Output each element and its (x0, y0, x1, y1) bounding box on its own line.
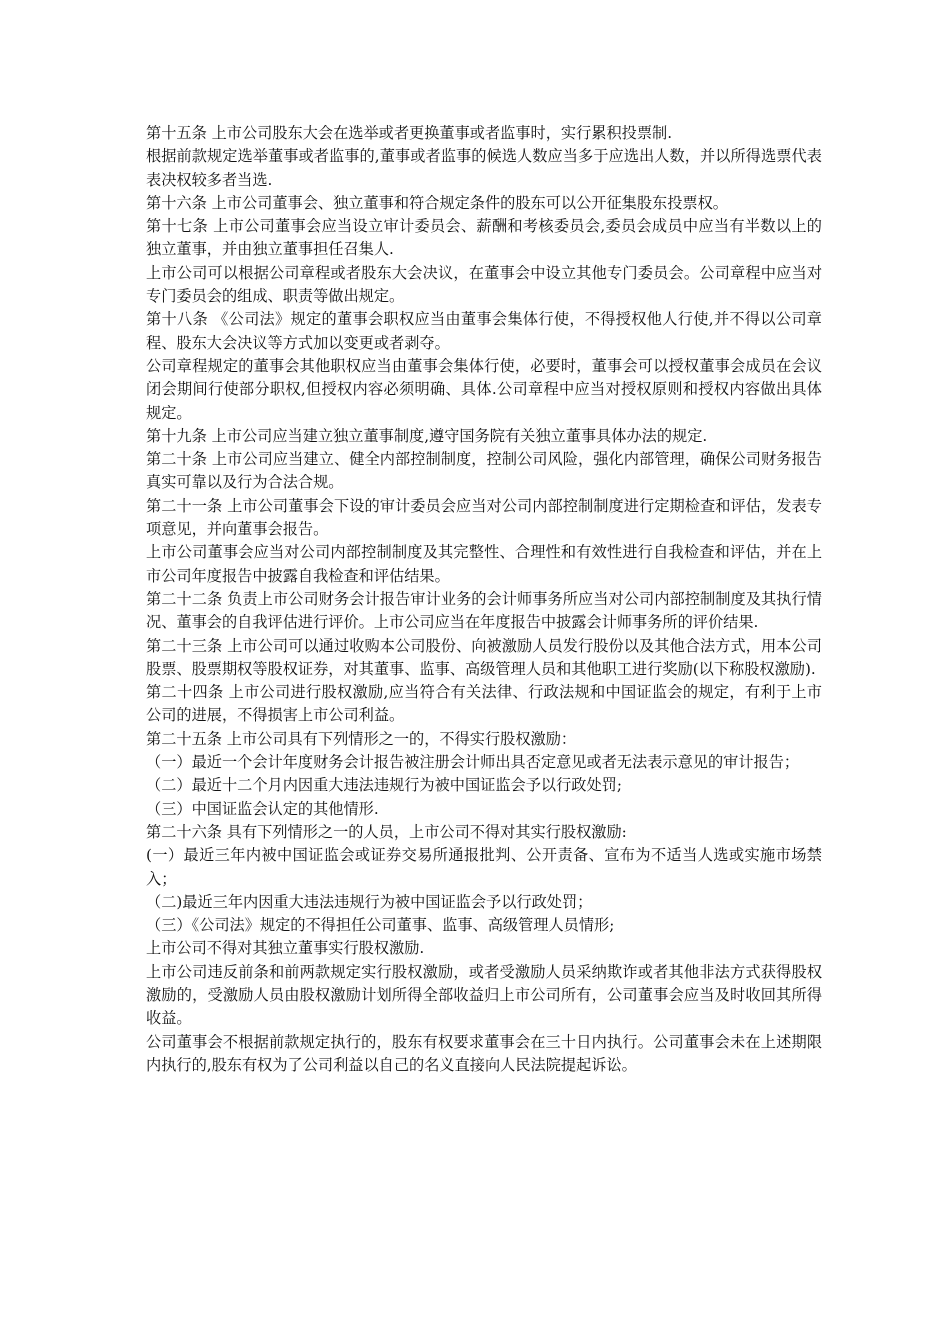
paragraph: 第二十六条 具有下列情形之一的人员，上市公司不得对其实行股权激励: (146, 822, 627, 841)
paragraph: 第二十一条 上市公司董事会下设的审计委员会应当对公司内部控制制度进行定期检查和评估，发表专项意见，并向董事会报告。 (146, 496, 822, 539)
paragraph: 上市公司可以根据公司章程或者股东大会决议，在董事会中设立其他专门委员会。公司章程中应当对专门委员会的组成、职责等做出规定。 (146, 263, 822, 306)
paragraph: 第十八条 《公司法》规定的董事会职权应当由董事会集体行使，不得授权他人行使,并不得以公司章程、股东大会决议等方式加以变更或者剥夺。 (146, 310, 822, 352)
paragraph: 第二十二条 负责上市公司财务会计报告审计业务的会计师事务所应当对公司内部控制制度及其执行情况、董事会的自我评估进行评价。上市公司应当在年度报告中披露会计师事务所的评价结果. (146, 589, 822, 632)
paragraph: 上市公司违反前条和前两款规定实行股权激励，或者受激励人员采纳欺诈或者其他非法方式获得股权激励的，受激励人员由股权激励计划所得全部收益归上市公司所有，公司董事会应当及时收回其所得收益。 (146, 962, 822, 1028)
paragraph: 第二十五条 上市公司具有下列情形之一的，不得实行股权激励： (146, 729, 577, 748)
paragraph: 公司章程规定的董事会其他职权应当由董事会集体行使，必要时，董事会可以授权董事会成员在会议闭会期间行使部分职权,但授权内容必须明确、具体.公司章程中应当对授权原则和授权内容做出具体规定。 (146, 356, 822, 422)
paragraph: （三）《公司法》规定的不得担任公司董事、监事、高级管理人员情形; (146, 916, 615, 935)
paragraph: 第十五条 上市公司股东大会在选举或者更换董事或者监事时，实行累积投票制. (146, 124, 673, 142)
paragraph: (一）最近三年内被中国证监会或证券交易所通报批判、公开责备、宣布为不适当人选或实施市场禁入； (146, 846, 822, 888)
document-body (146, 122, 822, 1077)
paragraph: （一）最近一个会计年度财务会计报告被注册会计师出具否定意见或者无法表示意见的审计报告； (146, 753, 800, 772)
paragraph: 上市公司不得对其独立董事实行股权激励. (146, 939, 425, 958)
paragraph: 公司董事会不根据前款规定执行的，股东有权要求董事会在三十日内执行。公司董事会未在上述期限内执行的,股东有权为了公司利益以自己的名义直接向人民法院提起诉讼。 (146, 1032, 822, 1074)
paragraph: （二）最近十二个月内因重大违法违规行为被中国证监会予以行政处罚; (146, 776, 622, 795)
paragraph: 上市公司董事会应当对公司内部控制制度及其完整性、合理性和有效性进行自我检查和评估，并在上市公司年度报告中披露自我检查和评估结果。 (146, 543, 822, 585)
paragraph: （二)最近三年内因重大违法违规行为被中国证监会予以行政处罚； (146, 892, 593, 911)
paragraph: 第十七条 上市公司董事会应当设立审计委员会、薪酬和考核委员会,委员会成员中应当有半数以上的独立董事，并由独立董事担任召集人. (146, 217, 822, 259)
paragraph: 根据前款规定选举董事或者监事的,董事或者监事的候选人数应当多于应选出人数，并以所得选票代表表决权较多者当选. (146, 147, 822, 189)
paragraph: 第十九条 上市公司应当建立独立董事制度,遵守国务院有关独立董事具体办法的规定. (146, 426, 708, 445)
paragraph: 第二十四条 上市公司进行股权激励,应当符合有关法律、行政法规和中国证监会的规定，有利于上市公司的进展，不得损害上市公司利益。 (146, 683, 822, 725)
paragraph: （三）中国证监会认定的其他情形. (146, 799, 379, 818)
paragraph: 第二十三条 上市公司可以通过收购本公司股份、向被激励人员发行股份以及其他合法方式，用本公司股票、股票期权等股权证券，对其董事、监事、高级管理人员和其他职工进行奖励(以下称股权激励). (146, 636, 822, 678)
paragraph: 第二十条 上市公司应当建立、健全内部控制制度，控制公司风险，强化内部管理，确保公司财务报告真实可靠以及行为合法合规。 (146, 450, 822, 492)
paragraph: 第十六条 上市公司董事会、独立董事和符合规定条件的股东可以公开征集股东投票权。 (146, 193, 728, 212)
